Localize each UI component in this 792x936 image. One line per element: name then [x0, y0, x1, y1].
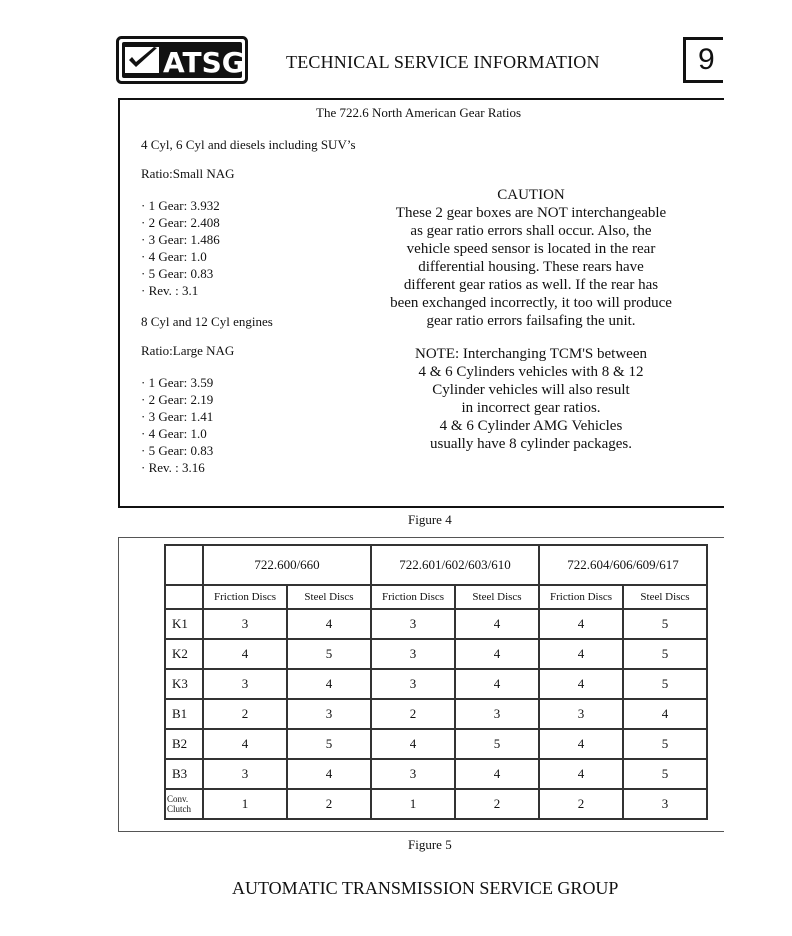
table-group-header: 722.604/606/609/617 [539, 545, 707, 585]
table-cell: 4 [287, 669, 371, 699]
table-row [165, 789, 707, 819]
gear-line: · 3 Gear: 1.486 [141, 232, 220, 247]
small-nag-ratio-label: Ratio:Small NAG [141, 166, 235, 181]
table-cell: 3 [371, 609, 455, 639]
table-cell: 4 [623, 699, 707, 729]
figure5-caption: Figure 5 [408, 837, 452, 852]
table-row [165, 609, 707, 639]
large-gear-list [141, 374, 213, 476]
small-gear-list [141, 197, 220, 299]
table-cell: 3 [539, 699, 623, 729]
table-row [165, 639, 707, 669]
table-cell: 2 [287, 789, 371, 819]
table-subheader: Friction Discs [203, 585, 287, 609]
caution-line: been exchanged incorrectly, it too will produce [390, 295, 672, 311]
note-line: 4 & 6 Cylinder AMG Vehicles [439, 418, 623, 434]
footer-text: AUTOMATIC TRANSMISSION SERVICE GROUP [232, 878, 619, 898]
note-line: in incorrect gear ratios. [461, 400, 601, 416]
table-cell: 1 [203, 789, 287, 819]
figure4-caption: Figure 4 [408, 512, 452, 527]
table-cell: 2 [203, 699, 287, 729]
note-line: NOTE: Interchanging TCM'S between [415, 346, 647, 362]
table-group-header: 722.600/660 [203, 545, 371, 585]
table-cell: 5 [623, 609, 707, 639]
row-label: B2 [165, 729, 203, 759]
atsg-logo [116, 36, 248, 84]
gear-line: · 1 Gear: 3.932 [141, 198, 220, 213]
clutch-disc-table [164, 544, 708, 820]
table-group-header-row [165, 545, 707, 585]
row-label: B1 [165, 699, 203, 729]
table-cell: 4 [539, 609, 623, 639]
table-cell: 4 [455, 639, 539, 669]
table-cell: 4 [455, 669, 539, 699]
table-cell: 5 [287, 639, 371, 669]
row-label: K2 [165, 639, 203, 669]
table-corner-cell [165, 545, 203, 585]
gear-line: · 2 Gear: 2.408 [141, 215, 220, 230]
table-cell: 2 [539, 789, 623, 819]
table-cell: 4 [371, 729, 455, 759]
table-cell: 3 [371, 759, 455, 789]
gear-line: · Rev. : 3.1 [141, 283, 199, 298]
table-cell: 4 [455, 759, 539, 789]
svg-text:ATSG: ATSG [163, 46, 245, 79]
table-cell: 3 [623, 789, 707, 819]
caution-heading: CAUTION [497, 187, 565, 203]
table-subheader-row [165, 585, 707, 609]
table-cell: 3 [203, 609, 287, 639]
caution-line: gear ratio errors failsafing the unit. [426, 313, 636, 329]
table-subheader: Steel Discs [455, 585, 539, 609]
small-nag-heading: 4 Cyl, 6 Cyl and diesels including SUV’s [141, 137, 356, 152]
table-cell: 4 [539, 669, 623, 699]
table-cell: 4 [539, 729, 623, 759]
caution-block [366, 186, 696, 330]
table-cell: 3 [371, 669, 455, 699]
table-cell: 3 [455, 699, 539, 729]
large-nag-heading: 8 Cyl and 12 Cyl engines [141, 314, 273, 329]
gear-line: · 5 Gear: 0.83 [141, 443, 214, 458]
note-block [366, 345, 696, 453]
gear-line: · 4 Gear: 1.0 [141, 249, 207, 264]
table-cell: 5 [623, 669, 707, 699]
table-cell: 4 [455, 609, 539, 639]
table-cell: 2 [371, 699, 455, 729]
figure4-title: The 722.6 North American Gear Ratios [316, 105, 522, 120]
table-cell: 4 [287, 759, 371, 789]
gear-line: · Rev. : 3.16 [141, 460, 205, 475]
table-cell: 2 [455, 789, 539, 819]
row-label: K3 [165, 669, 203, 699]
table-cell: 3 [287, 699, 371, 729]
note-line: 4 & 6 Cylinders vehicles with 8 & 12 [418, 364, 644, 380]
table-cell: 3 [371, 639, 455, 669]
table-row [165, 729, 707, 759]
row-label: B3 [165, 759, 203, 789]
table-cell: 4 [287, 609, 371, 639]
table-cell: 5 [623, 729, 707, 759]
gear-line: · 4 Gear: 1.0 [141, 426, 207, 441]
header-title: TECHNICAL SERVICE INFORMATION [286, 52, 600, 72]
table-cell: 5 [623, 759, 707, 789]
table-subheader: Steel Discs [287, 585, 371, 609]
caution-line: These 2 gear boxes are NOT interchangeable [395, 205, 667, 221]
table-subheader: Steel Discs [623, 585, 707, 609]
table-cell: 5 [287, 729, 371, 759]
gear-line: · 2 Gear: 2.19 [141, 392, 214, 407]
table-cell: 4 [203, 729, 287, 759]
table-subheader: Friction Discs [371, 585, 455, 609]
table-corner-cell [165, 585, 203, 609]
row-label-line: Clutch [167, 804, 191, 814]
table-cell: 5 [623, 639, 707, 669]
table-cell: 3 [203, 759, 287, 789]
table-cell: 4 [539, 639, 623, 669]
table-row [165, 699, 707, 729]
note-line: Cylinder vehicles will also result [432, 382, 630, 398]
caution-line: differential housing. These rears have [418, 259, 644, 275]
table-row [165, 669, 707, 699]
row-label-line: Conv. [167, 794, 189, 804]
page-number: 9 [683, 37, 723, 83]
table-subheader: Friction Discs [539, 585, 623, 609]
caution-line: different gear ratios as well. If the rear has [403, 277, 659, 293]
row-label: K1 [165, 609, 203, 639]
large-nag-ratio-label: Ratio:Large NAG [141, 343, 235, 358]
note-line: usually have 8 cylinder packages. [429, 436, 632, 452]
gear-line: · 5 Gear: 0.83 [141, 266, 214, 281]
table-cell: 1 [371, 789, 455, 819]
table-group-header: 722.601/602/603/610 [371, 545, 539, 585]
table-cell: 4 [203, 639, 287, 669]
caution-line: as gear ratio errors shall occur. Also, the [410, 223, 652, 239]
table-cell: 4 [539, 759, 623, 789]
table-cell: 5 [455, 729, 539, 759]
table-row [165, 759, 707, 789]
gear-line: · 1 Gear: 3.59 [141, 375, 214, 390]
caution-line: vehicle speed sensor is located in the rear [406, 241, 656, 257]
table-cell: 3 [203, 669, 287, 699]
row-label [165, 789, 203, 819]
gear-line: · 3 Gear: 1.41 [141, 409, 214, 424]
